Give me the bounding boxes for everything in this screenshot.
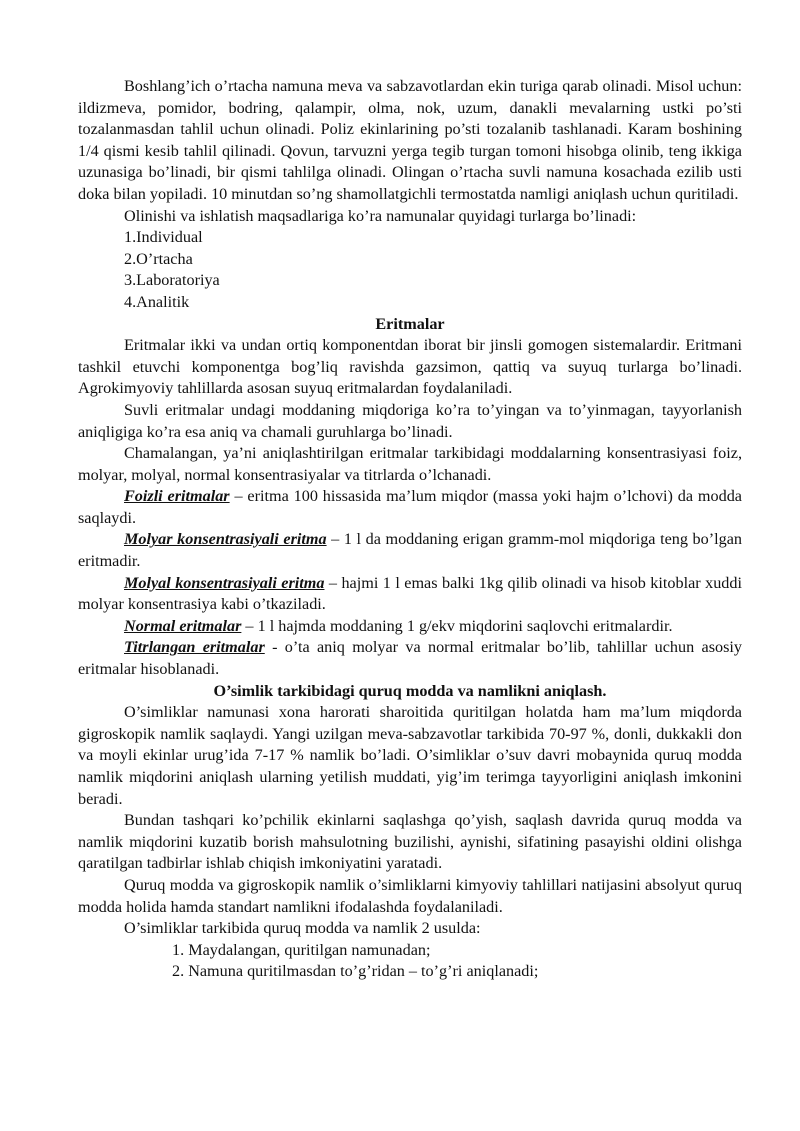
- section-heading-dry-matter: O’simlik tarkibidagi quruq modda va namlikni aniqlash.: [213, 681, 607, 700]
- list-item: 2. Namuna quritilmasdan to’g’ridan – to’g’ri aniqlanadi;: [172, 962, 539, 981]
- definition-text: – 1 l da moddaning erigan gramm-mol miqdoriga teng bo’lgan eritmadir.: [78, 530, 742, 571]
- paragraph-sample-types-intro: Olinishi va ishlatish maqsadlariga ko’ra namunalar quyidagi turlarga bo’linadi:: [124, 206, 637, 225]
- definition-text: – 1 l hajmda moddaning 1 g/ekv miqdorini saqlovchi eritmalardir.: [241, 616, 673, 635]
- paragraph-methods-intro: O’simliklar tarkibida quruq modda va namlik 2 usulda:: [124, 919, 481, 938]
- paragraph-solutions-concentration: Chamalangan, ya’ni aniqlashtirilgan eritmalar tarkibidagi moddalarning konsentrasiyasi foiz, molyar, molyal, normal konsentrasiyalar va titrlarda o’lchanadi.: [78, 444, 742, 484]
- definition-term: Normal eritmalar: [124, 616, 242, 635]
- definition-term: Molyar konsentrasiyali eritma: [124, 530, 327, 549]
- paragraph-hygroscopic-moisture: O’simliklar namunasi xona harorati sharoitida quritilgan holatda ham ma’lum miqdorda gigroskopik namlik saqlaydi. Yangi uzilgan meva-sabzavotlar tarkibida 70-97 %, donli, dukkakli don va moyli ekinlar urug’ida 7-17 % namlik bo’ladi. O’simliklar o’suv davri mobaynida quruq modda namlik miqdorini aniqlash ularning yetilish muddati, yig’im terimga tayyorligini aniqlash imkonini beradi.: [78, 703, 742, 808]
- paragraph-absolute-dry-matter: Quruq modda va gigroskopik namlik o’simliklarni kimyoviy tahlillari natijasini absolyut quruq modda holida hamda standart namlikni ifodalashda foydalaniladi.: [78, 875, 742, 916]
- paragraph-storage-monitoring: Bundan tashqari ko’pchilik ekinlarni saqlashga qo’yish, saqlash davrida quruq modda va namlik miqdorini kuzatib borish mahsulotning buzilishi, aynishi, sifatining pasayishi oldini olishga qaratilgan tadbirlar ishlab chiqish imkoniyatini yaratadi.: [78, 811, 742, 873]
- list-item: 3.Laboratoriya: [124, 271, 220, 290]
- document-page: [78, 76, 742, 983]
- list-item: 4.Analitik: [124, 292, 190, 311]
- definition-molar-solution: [78, 529, 742, 572]
- definition-normal-solutions: [78, 616, 742, 638]
- definition-percent-solutions: [78, 486, 742, 529]
- list-item: 2.O’rtacha: [124, 249, 193, 268]
- list-item: 1.Individual: [124, 228, 203, 247]
- definition-molal-solution: [78, 573, 742, 616]
- definition-titrated-solutions: [78, 637, 742, 680]
- section-heading-solutions: Eritmalar: [375, 314, 445, 333]
- paragraph-solutions-definition: Eritmalar ikki va undan ortiq komponentdan iborat bir jinsli gomogen sistemalardir. Eritmani tashkil etuvchi komponentga bog’liq ravishda gazsimon, qattiq va suyuq turlarga bo’linadi. Agrokimyoviy tahlillarda asosan suyuq eritmalardan foydalaniladi.: [78, 336, 742, 398]
- definition-term: Molyal konsentrasiyali eritma: [124, 573, 325, 592]
- paragraph-sample-intro: Boshlang’ich o’rtacha namuna meva va sabzavotlardan ekin turiga qarab olinadi. Misol uchun: ildizmeva, pomidor, bodring, qalampir, olma, nok, uzum, danakli mevalarning ustki po’sti tozalanmasdan tahlil uchun olinadi. Poliz ekinlarining po’sti tozalanib tashlanadi. Karam boshining 1/4 qismi kesib tahlil qilinadi. Qovun, tarvuzni yerga tegib turgan tomoni hisobga olinib, teng ikkiga uzunasiga bo’linadi, bir qismi tahlilga olinadi. Olingan o’rtacha suvli namuna kosachada ezilib usti doka bilan yopiladi. 10 minutdan so’ng shamollatgichli termostatda namligi aniqlash uchun quritiladi.: [78, 77, 742, 203]
- paragraph-solutions-classification: Suvli eritmalar undagi moddaning miqdoriga ko’ra to’yingan va to’yinmagan, tayyorlanish aniqligiga ko’ra esa aniq va chamali guruhlarga bo’linadi.: [78, 400, 742, 441]
- definition-text: – hajmi 1 l emas balki 1kg qilib olinadi va hisob kitoblar xuddi molyar konsentrasiya kabi o’tkaziladi.: [78, 573, 742, 614]
- definition-term: Foizli eritmalar: [124, 487, 230, 506]
- list-item: 1. Maydalangan, quritilgan namunadan;: [172, 940, 431, 959]
- definition-text: – eritma 100 hissasida ma’lum miqdor (massa yoki hajm o’lchovi) da modda saqlaydi.: [78, 487, 742, 527]
- definition-text: - o’ta aniq molyar va normal eritmalar bo’lib, tahlillar uchun asosiy eritmalar hisoblanadi.: [78, 638, 742, 679]
- definition-term: Titrlangan eritmalar: [124, 638, 265, 657]
